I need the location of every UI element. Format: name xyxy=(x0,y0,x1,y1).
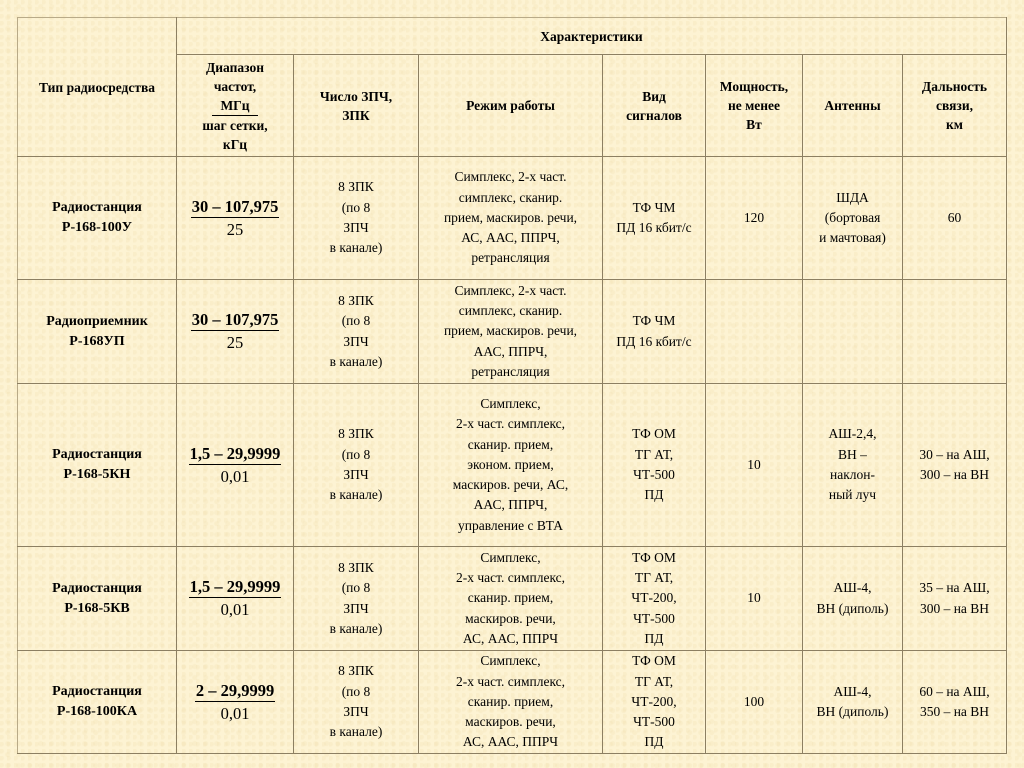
header-range-label-3: км xyxy=(946,117,963,132)
signal-type-line: ТФ ЧМ xyxy=(632,199,676,215)
table-row xyxy=(18,280,1007,384)
header-antennas: Антенны xyxy=(803,55,903,157)
header-range-label-2: связи, xyxy=(936,98,973,113)
operating-mode-line: Симплекс, xyxy=(480,549,541,565)
channels-line: в канале) xyxy=(329,724,383,740)
header-channels xyxy=(294,55,419,157)
radio-type-line: Радиостанция xyxy=(52,200,142,215)
operating-mode-line: ААС, ППРЧ, xyxy=(473,497,548,513)
header-range xyxy=(903,55,1007,157)
channels-line: 8 ЗПК xyxy=(338,179,374,195)
channels-line: 8 ЗПК xyxy=(338,292,374,308)
grid-step: 0,01 xyxy=(220,703,250,723)
operating-mode-line: 2-х част. симплекс, xyxy=(455,673,566,689)
radio-type-cell xyxy=(18,157,177,280)
radio-type-line: Р-168-5КВ xyxy=(64,600,130,616)
channels-line: ЗПЧ xyxy=(343,704,369,719)
frequency-range: 1,5 – 29,9999 xyxy=(189,443,281,463)
operating-mode-line: сканир. прием, xyxy=(467,436,554,452)
range-cell xyxy=(903,280,1007,384)
operating-mode-line: Симплекс, xyxy=(480,395,541,411)
antenna-line: (бортовая xyxy=(824,209,881,225)
operating-mode-line: АС, ААС, ППРЧ, xyxy=(461,230,560,246)
frequency-range: 1,5 – 29,9999 xyxy=(189,577,281,596)
radio-type-line: Радиостанция xyxy=(52,684,142,699)
frequency-range: 30 – 107,975 xyxy=(191,196,279,216)
frequency-cell xyxy=(177,651,294,754)
operating-mode-line: 2-х част. симплекс, xyxy=(455,570,566,586)
signal-type-line: ТФ ОМ xyxy=(632,426,676,442)
signal-type-cell xyxy=(603,651,706,754)
radio-type-line: Р-168-100КА xyxy=(56,704,138,719)
power-cell: 10 xyxy=(706,384,803,547)
signal-type-line: ТФ ОМ xyxy=(632,653,676,669)
antenna-line: ВН – xyxy=(838,446,867,462)
header-power-label-3: Вт xyxy=(746,117,762,132)
header-step-label-2: кГц xyxy=(222,136,248,152)
signal-type-line: ПД xyxy=(644,630,664,646)
grid-step: 0,01 xyxy=(220,600,250,619)
antenna-line: ный луч xyxy=(828,487,877,503)
channels-line: в канале) xyxy=(329,487,383,503)
table-row xyxy=(18,384,1007,547)
range-line: 30 – на АШ, xyxy=(919,446,990,462)
antennas-cell xyxy=(803,280,903,384)
channels-line: в канале) xyxy=(329,353,383,369)
signal-type-line: ТГ АТ, xyxy=(634,673,674,689)
frequency-cell xyxy=(177,384,294,547)
signal-type-line: ЧТ-500 xyxy=(633,610,675,626)
header-power-label-1: Мощность, xyxy=(719,79,789,94)
channels-cell xyxy=(294,547,419,651)
channels-cell xyxy=(294,280,419,384)
antenna-line: ВН (диполь) xyxy=(816,704,889,719)
power-cell: 100 xyxy=(706,651,803,754)
operating-mode-cell xyxy=(419,547,603,651)
operating-mode-line: Симплекс, 2-х част. xyxy=(454,282,567,298)
range-cell xyxy=(903,547,1007,651)
radio-type-cell xyxy=(18,547,177,651)
radio-type-cell xyxy=(18,280,177,384)
operating-mode-line: Симплекс, xyxy=(480,653,541,669)
radio-type-line: Р-168УП xyxy=(69,333,125,349)
range-cell xyxy=(903,384,1007,547)
radio-type-line: Р-168-5КН xyxy=(63,467,131,482)
operating-mode-line: маскиров. речи, АС, xyxy=(452,477,569,493)
antenna-line: АШ-2,4, xyxy=(828,426,877,442)
power-cell: 10 xyxy=(706,547,803,651)
frequency-cell xyxy=(177,547,294,651)
operating-mode-line: прием, маскиров. речи, xyxy=(443,323,578,339)
header-signal-label-1: Вид xyxy=(642,88,666,104)
radio-type-line: Р-168-100У xyxy=(61,220,133,235)
radio-specs-table xyxy=(17,17,1007,754)
signal-type-line: ПД 16 кбит/с xyxy=(616,220,692,235)
frequency-cell xyxy=(177,157,294,280)
range-line: 35 – на АШ, xyxy=(919,580,990,596)
operating-mode-cell xyxy=(419,280,603,384)
header-step-label-1: шаг сетки, xyxy=(202,117,268,133)
antenna-line: наклон- xyxy=(830,467,875,482)
operating-mode-line: симплекс, сканир. xyxy=(458,303,563,319)
channels-cell xyxy=(294,384,419,547)
range-line: 60 xyxy=(947,209,962,225)
table-row xyxy=(18,157,1007,280)
header-signal-label-2: сигналов xyxy=(626,107,682,123)
operating-mode-line: АС, ААС, ППРЧ xyxy=(462,734,559,750)
operating-mode-line: маскиров. речи, xyxy=(465,610,556,626)
signal-type-cell xyxy=(603,384,706,547)
operating-mode-line: сканир. прием, xyxy=(467,693,554,709)
signal-type-line: ПД xyxy=(644,487,664,503)
signal-type-line: ЧТ-200, xyxy=(631,590,677,606)
grid-step: 25 xyxy=(226,333,244,352)
signal-type-line: ТФ ЧМ xyxy=(632,313,676,329)
operating-mode-line: маскиров. речи, xyxy=(465,714,556,730)
operating-mode-cell xyxy=(419,157,603,280)
channels-line: (по 8 xyxy=(341,199,371,215)
header-power-label-2: не менее xyxy=(727,98,781,113)
signal-type-cell xyxy=(603,280,706,384)
range-line: 300 – на ВН xyxy=(919,600,990,616)
header-operating-mode: Режим работы xyxy=(419,55,603,157)
channels-line: (по 8 xyxy=(341,580,371,596)
signal-type-cell xyxy=(603,547,706,651)
table-row xyxy=(18,547,1007,651)
power-cell: 120 xyxy=(706,157,803,280)
antennas-cell xyxy=(803,384,903,547)
operating-mode-line: АС, ААС, ППРЧ xyxy=(462,630,559,646)
table-body xyxy=(18,157,1007,754)
channels-line: (по 8 xyxy=(341,313,371,329)
antennas-cell xyxy=(803,157,903,280)
header-signal-type xyxy=(603,55,706,157)
antenna-line: АШ-4, xyxy=(833,683,872,699)
range-cell xyxy=(903,651,1007,754)
operating-mode-line: ретрансляция xyxy=(471,250,550,266)
range-cell xyxy=(903,157,1007,280)
channels-line: ЗПЧ xyxy=(343,220,369,235)
channels-line: в канале) xyxy=(329,620,383,636)
radio-type-line: Радиоприемник xyxy=(46,313,148,329)
signal-type-line: ПД 16 кбит/с xyxy=(616,333,692,349)
channels-line: 8 ЗПК xyxy=(338,663,374,679)
radio-type-line: Радиостанция xyxy=(52,580,142,596)
range-line: 350 – на ВН xyxy=(919,704,990,719)
header-frequency-label-1: Диапазон xyxy=(205,59,265,75)
header-channels-label-2: ЗПК xyxy=(342,107,370,123)
signal-type-line: ЧТ-500 xyxy=(633,467,675,482)
antenna-line: АШ-4, xyxy=(833,580,872,596)
power-cell xyxy=(706,280,803,384)
header-channels-label-1: Число ЗПЧ, xyxy=(319,88,393,104)
channels-line: ЗПЧ xyxy=(343,333,369,349)
operating-mode-line: ретрансляция xyxy=(471,363,550,379)
channels-line: (по 8 xyxy=(341,683,371,699)
channels-cell xyxy=(294,651,419,754)
signal-type-line: ЧТ-200, xyxy=(631,693,677,709)
operating-mode-line: Симплекс, 2-х част. xyxy=(454,169,567,185)
operating-mode-line: ААС, ППРЧ, xyxy=(473,343,548,359)
antenna-line: ВН (диполь) xyxy=(816,600,889,616)
radio-type-cell xyxy=(18,384,177,547)
channels-line: 8 ЗПК xyxy=(338,559,374,575)
header-power xyxy=(706,55,803,157)
operating-mode-cell xyxy=(419,384,603,547)
grid-step: 0,01 xyxy=(220,466,250,486)
signal-type-line: ПД xyxy=(644,734,664,750)
header-radio-type: Тип радиосредства xyxy=(18,18,177,157)
operating-mode-line: управление с ВТА xyxy=(458,517,563,533)
header-frequency-unit: МГц xyxy=(212,97,257,116)
signal-type-line: ТГ АТ, xyxy=(634,570,674,586)
header-frequency-range xyxy=(177,55,294,157)
operating-mode-line: прием, маскиров. речи, xyxy=(443,209,578,225)
range-line: 300 – на ВН xyxy=(919,467,990,482)
operating-mode-line: симплекс, сканир. xyxy=(458,189,563,205)
header-range-label-1: Дальность xyxy=(921,79,988,94)
operating-mode-line: сканир. прием, xyxy=(467,590,554,606)
signal-type-line: ЧТ-500 xyxy=(633,714,675,730)
header-frequency-label-2: частот, xyxy=(213,78,257,94)
operating-mode-line: эконом. прием, xyxy=(467,456,554,472)
radio-type-cell xyxy=(18,651,177,754)
range-line: 60 – на АШ, xyxy=(919,683,990,699)
channels-line: 8 ЗПК xyxy=(338,426,374,442)
antenna-line: ШДА xyxy=(836,189,869,205)
signal-type-line: ТГ АТ, xyxy=(634,446,674,462)
frequency-range: 30 – 107,975 xyxy=(191,310,279,329)
grid-step: 25 xyxy=(226,219,244,239)
signal-type-cell xyxy=(603,157,706,280)
antennas-cell xyxy=(803,547,903,651)
radio-type-line: Радиостанция xyxy=(52,447,142,462)
channels-line: ЗПЧ xyxy=(343,467,369,482)
frequency-cell xyxy=(177,280,294,384)
antennas-cell xyxy=(803,651,903,754)
channels-line: ЗПЧ xyxy=(343,600,369,616)
table-row xyxy=(18,651,1007,754)
frequency-range: 2 – 29,9999 xyxy=(195,680,275,700)
channels-line: в канале) xyxy=(329,240,383,256)
signal-type-line: ТФ ОМ xyxy=(632,549,676,565)
operating-mode-cell xyxy=(419,651,603,754)
antenna-line: и мачтовая) xyxy=(819,230,886,246)
channels-cell xyxy=(294,157,419,280)
operating-mode-line: 2-х част. симплекс, xyxy=(455,416,566,432)
header-characteristics: Характеристики xyxy=(177,18,1007,55)
channels-line: (по 8 xyxy=(341,446,371,462)
